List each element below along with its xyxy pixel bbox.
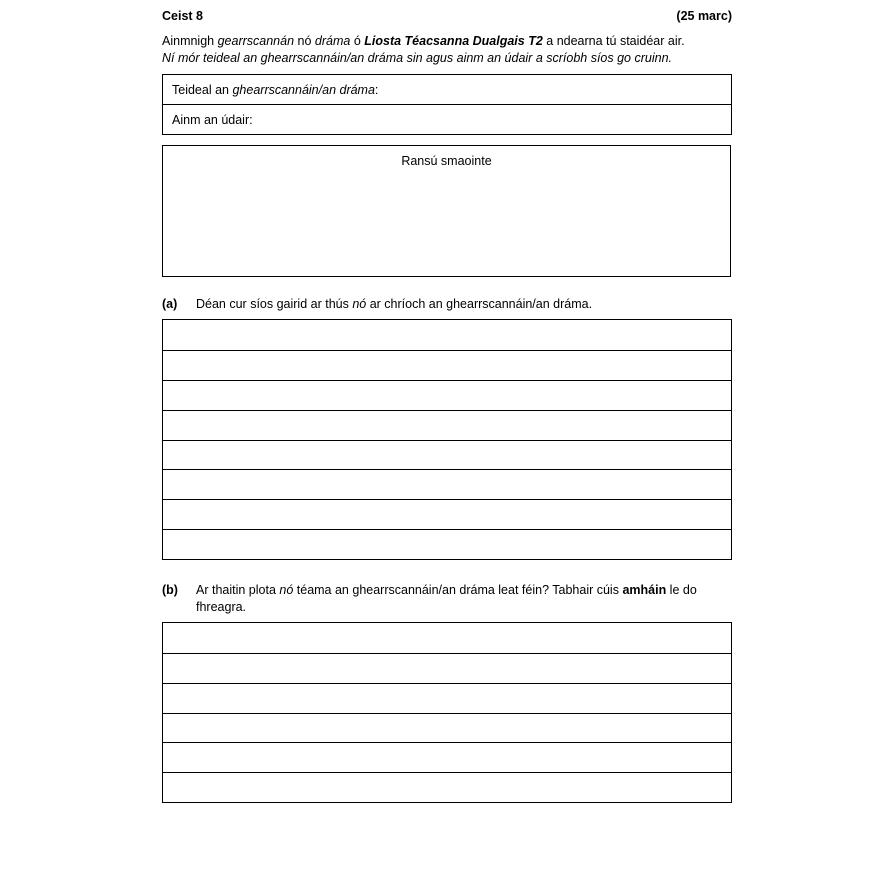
answer-line[interactable]	[163, 742, 731, 743]
instruction-text: dráma	[314, 34, 351, 48]
question-header	[162, 9, 732, 25]
brainstorm-box[interactable]	[162, 145, 731, 277]
question-text: nó	[279, 583, 294, 597]
author-label: Ainm an údair:	[172, 113, 253, 127]
answer-line[interactable]	[163, 653, 731, 654]
title-field[interactable]	[163, 75, 731, 105]
answer-line[interactable]	[163, 410, 731, 411]
title-label: ghearrscannáin/an dráma	[232, 83, 375, 97]
title-label: Teideal an	[172, 83, 233, 97]
question-text: Déan cur síos gairid ar thús	[196, 297, 353, 311]
question-title: Ceist 8	[162, 9, 203, 23]
part-b-question	[196, 583, 697, 597]
answer-line[interactable]	[163, 683, 731, 684]
answer-line[interactable]	[163, 772, 731, 773]
answer-line[interactable]	[163, 380, 731, 381]
answer-line[interactable]	[163, 350, 731, 351]
answer-line[interactable]	[163, 469, 731, 470]
text-list-name: Liosta Téacsanna Dualgais T2	[364, 34, 543, 48]
answer-line[interactable]	[163, 713, 731, 714]
question-text: nó	[352, 297, 367, 311]
part-b-question-cont: fhreagra.	[196, 600, 247, 614]
instruction-text: nó	[294, 34, 315, 48]
question-marks: (25 marc)	[676, 9, 732, 23]
question-text: Ar thaitin plota	[196, 583, 280, 597]
answer-line[interactable]	[163, 499, 731, 500]
author-field[interactable]	[163, 105, 731, 135]
answer-line[interactable]	[163, 440, 731, 441]
question-text: ar chríoch an ghearrscannáin/an dráma.	[366, 297, 593, 311]
question-text: amháin	[622, 583, 667, 597]
question-text: le do	[666, 583, 697, 597]
info-table	[162, 74, 732, 135]
answer-lines-b[interactable]	[162, 622, 732, 803]
instruction-line-2: Ní mór teideal an ghearrscannáin/an dráma sin agus ainm an údair a scríobh síos go cruinn.	[162, 51, 673, 65]
part-a-question	[196, 297, 592, 311]
instruction-text: ó	[350, 34, 365, 48]
part-b-label: (b)	[162, 583, 178, 597]
instruction-text: gearrscannán	[217, 34, 295, 48]
part-a-label: (a)	[162, 297, 178, 311]
brainstorm-label: Ransú smaointe	[401, 154, 492, 168]
instruction-text: a ndearna tú staidéar air.	[542, 34, 685, 48]
title-label: :	[374, 83, 379, 97]
instruction-text: Ainmnigh	[162, 34, 218, 48]
instruction-line-1	[162, 34, 685, 48]
answer-lines-a[interactable]	[162, 319, 732, 560]
question-text: téama an ghearrscannáin/an dráma leat féin? Tabhair cúis	[293, 583, 623, 597]
answer-line[interactable]	[163, 529, 731, 530]
